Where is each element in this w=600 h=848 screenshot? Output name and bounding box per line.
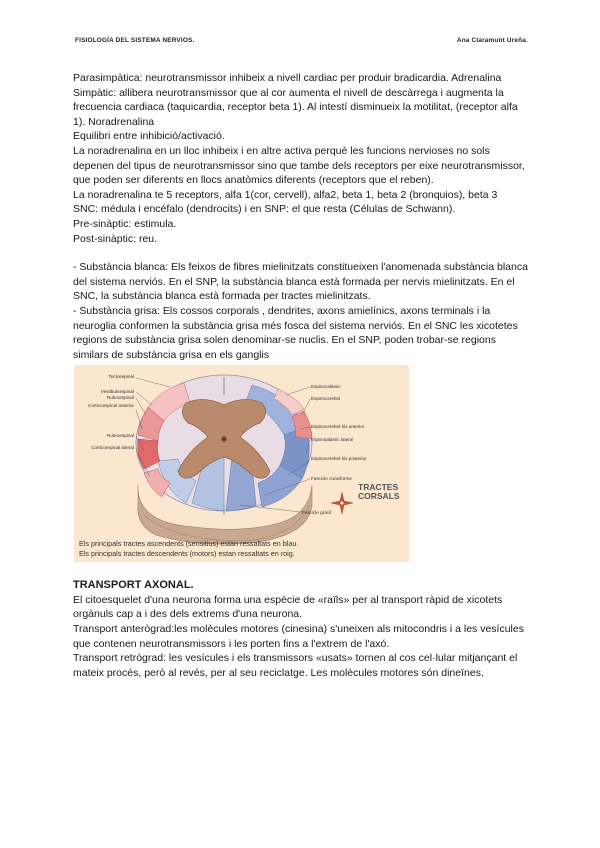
spinal-cord-figure [74, 365, 409, 562]
paragraph: - Substància grisa: Els cossos corporals , dendrites, axons amielínics, axons terminals i la neuroglia conformen la substància grisa més fosca del sistema nerviós. En el SNC les xicotetes regions de substància grisa solen denominar-se nuclis. En el SNP, poden trobar-se regions similars de substància grisa en els ganglis [73, 304, 518, 361]
paragraph: Parasimpàtica: neurotransmissor inhibeix a nivell cardiac per produir bradicardia. Adrenalina [73, 72, 502, 84]
label-espinocalamic: Espinocalàmic [311, 384, 341, 390]
spacer [73, 246, 531, 260]
label-espinocerebellos-anterior: Espinocerebel·lós anterior [311, 424, 365, 430]
paragraph: Pre-sinàptic: estimula. [73, 217, 177, 230]
label-espinocerebel: Espinocerebel [311, 396, 341, 402]
paragraph: La noradrenalina en un lloc inhibeix i en altre activa perquè les funcions nervioses no sols depenen del tipus de neurotransmissor sino que tambe dels receptors per eixe neurotransmissor, que poden ser diferents en llocs anatòmics diferents (receptors que el reben). [73, 144, 525, 187]
label-corticoespinal-lateral: Corticoespinal lateral [91, 445, 134, 451]
paragraph: Equilibri entre inhibició/activació. [73, 130, 225, 143]
header-author: Ana Claramunt Ureña. [456, 37, 528, 44]
label-fascicle-gracil: Fascicle grácil [302, 510, 332, 516]
label-espinotalamic-lateral: Espinotalàmic lateral [311, 437, 354, 443]
tractes-dorsals-label: TRACTES CORSALS [358, 482, 400, 502]
paragraph: SNC: médula i encéfalo (dendrocits) i en SNP: el que resta (Células de Schwann). [73, 203, 456, 216]
figure-caption-descending: Els principals tractes descendents (motors) estan ressaltats en roig. [79, 549, 295, 559]
label-corticoespinal-anterior: Corticoespinal anterior [88, 403, 134, 409]
paragraph: Post-sinàptic: reu. [73, 232, 158, 245]
paragraph: La noradrenalina te 5 receptors, alfa 1(cor, cervell), alfa2, beta 1, beta 2 (bronquios), beta 3 [73, 188, 498, 201]
label-vestibuloespinal: Vestibuloespinal [100, 389, 134, 395]
paragraph: - Substància blanca: Els feixos de fibres mielinitzats constitueixen l'anomenada substància blanca del sistema nerviós. En el SNP, la substància blanca està formada per nervis mielinitzats. En el SNC, la substància blanca està formada per tractes mielinitzats. [73, 261, 528, 303]
header-title: FISIOLOGÍA DEL SISTEMA NERVIOS. [75, 37, 195, 44]
body-text [73, 71, 531, 680]
label-tectoespinal: Tectoespinal [108, 374, 134, 380]
label-espinocerebellos-posterior: Espinocerebel·lós posterior [311, 456, 367, 462]
label-fascicle-cuneiforme: Fascicle cuneiforme [311, 476, 352, 482]
figure-caption-ascending: Els principals tractes ascendents (sensitius) estan ressaltats en blau. [79, 539, 299, 549]
section-title: TRANSPORT AXONAL. [73, 579, 194, 592]
paragraph: Transport anterògrad:les molècules motores (cinesina) s'uneixen als mitocondris i a les vesícules que contenen neurotransmissors i les porten fins a l'extrem de l'axó. [73, 623, 524, 650]
paragraph: Simpàtic: allibera neurotransmissor que al cor aumenta el nivell de descàrrega i augmenta la frecuencia cardiaca (taquicardia, receptor beta 1). Al intestí disminueix la motilitat, (receptor alfa 1). Noradrenalina [73, 86, 518, 128]
paragraph: Transport retrògrad: les vesícules i els transmissors «usats» tornen al cos cel·lular mitjançant el mateix procés, però al revés, per al seu reciclatge. Les molècules motores són dineïnes. [73, 652, 518, 679]
paragraph: El citoesquelet d'una neurona forma una espècie de «raïls» per al transport ràpid de xicotets orgànuls cap a i des dels extrems d'una neurona. [73, 593, 503, 621]
label-rubroespinal-2: Rubroespinal [106, 433, 134, 439]
compass-icon [331, 492, 353, 514]
label-rubroespinal-1: Rubroespinal [106, 395, 134, 401]
